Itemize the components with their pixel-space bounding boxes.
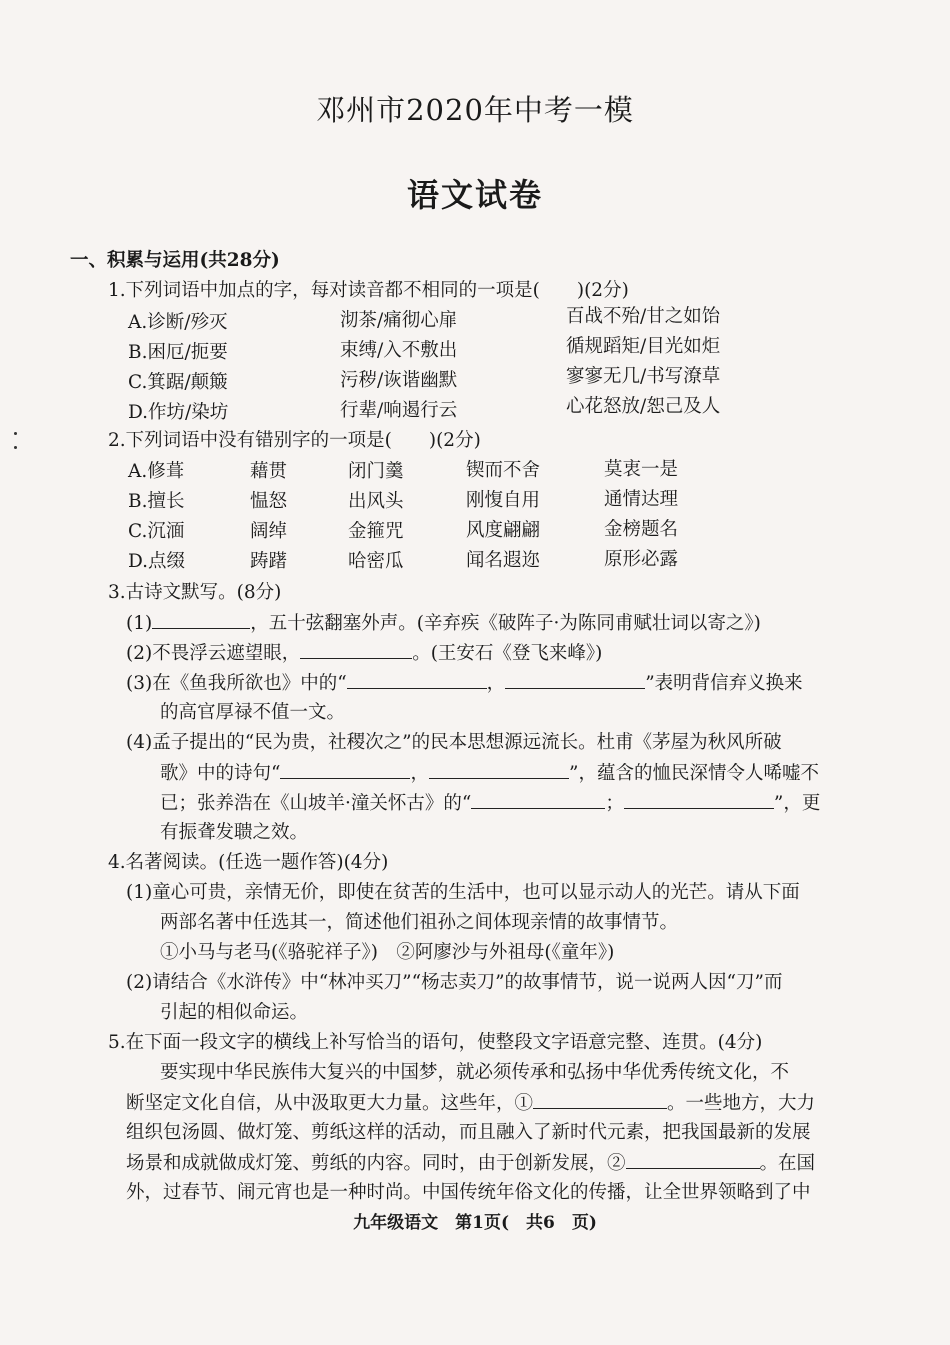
q1-option: 污秽/诙谐幽默	[340, 370, 458, 391]
q1-option: 行辈/响遏行云	[340, 400, 458, 421]
q2-option: 出风头	[348, 491, 404, 512]
q2-option: 金箍咒	[348, 521, 404, 542]
answer-blank[interactable]	[626, 1150, 760, 1169]
q5-paragraph-line4	[126, 1150, 815, 1177]
q3-item-2	[126, 640, 602, 667]
q2-option: 莫衷一是	[604, 459, 679, 480]
q2-option: 风度翩翩	[466, 520, 541, 541]
q2-option: 踌躇	[250, 551, 288, 572]
q3-item-2-text: 。(王安石《登飞来峰》)	[412, 643, 603, 664]
q1-option: 百战不殆/甘之如饴	[566, 306, 721, 327]
answer-blank[interactable]	[471, 790, 605, 809]
q3-item-3-sep: ，	[486, 673, 506, 694]
q3-item-4-sep: ，	[410, 763, 429, 784]
q3-item-3	[126, 670, 803, 697]
answer-blank[interactable]	[152, 610, 250, 629]
q5-line2-text: 。一些地方，大力	[667, 1093, 816, 1114]
q2-option: 哈密瓜	[348, 551, 404, 572]
q2-option: D.点缀	[128, 551, 186, 572]
q1-option: 循规蹈矩/目光如炬	[566, 336, 721, 357]
q1-option: 寥寥无几/书写潦草	[566, 366, 721, 387]
q3-item-4-text: ”，蕴含的恤民深情令人唏嘘不	[568, 763, 819, 784]
q1-stem: 1.下列词语中加点的字，每对读音都不相同的一项是( )(2分)	[108, 280, 629, 301]
q3-item-3-prefix: (3)在《鱼我所欲也》中的“	[126, 673, 347, 694]
q1-option: 沏茶/痛彻心扉	[340, 310, 458, 331]
q1-option: 心花怒放/恕己及人	[566, 396, 721, 417]
q4-item-1-line2: 两部名著中任选其一，简述他们祖孙之间体现亲情的故事情节。	[160, 912, 679, 933]
q2-option: 锲而不舍	[466, 460, 541, 481]
q5-paragraph-line5: 外，过春节、闹元宵也是一种时尚。中国传统年俗文化的传播，让全世界领略到了中	[126, 1182, 811, 1203]
exam-subtitle: 语文试卷	[406, 176, 543, 214]
q3-item-4-sep: ；	[605, 793, 624, 814]
q2-option: 闻名遐迩	[466, 550, 541, 571]
q4-item-1-options: ①小马与老马(《骆驼祥子》) ②阿廖沙与外祖母(《童年》)	[160, 942, 615, 963]
q2-option: 金榜题名	[604, 519, 679, 540]
scan-mark	[14, 446, 17, 449]
q2-option: A.修葺	[128, 461, 185, 482]
q5-paragraph-line1: 要实现中华民族伟大复兴的中国梦，就必须传承和弘扬中华优秀传统文化，不	[160, 1062, 790, 1083]
q5-line4-prefix: 场景和成就做成灯笼、剪纸的内容。同时，由于创新发展，②	[126, 1153, 626, 1174]
page-footer: 九年级语文 第1页( 共6 页)	[353, 1213, 597, 1233]
q1-option: A.诊断/殄灭	[128, 312, 228, 333]
q3-item-3-text: ”表明背信弃义换来	[645, 673, 803, 694]
answer-blank[interactable]	[505, 670, 645, 689]
q3-item-4-prefix: 已；张养浩在《山坡羊·潼关怀古》的“	[160, 793, 472, 814]
q3-item-4-text: ”，更	[773, 793, 821, 814]
q2-stem: 2.下列词语中没有错别字的一项是( )(2分)	[108, 430, 481, 451]
q1-option: D.作坊/染坊	[128, 402, 229, 423]
q2-option: 阔绰	[250, 521, 288, 542]
q2-option: 藉贯	[250, 461, 288, 482]
q2-option: 原形必露	[604, 549, 679, 570]
q4-item-2-line2: 引起的相似命运。	[160, 1002, 309, 1023]
q3-item-4-line1: (4)孟子提出的“民为贵，社稷次之”的民本思想源远流长。杜甫《茅屋为秋风所破	[126, 732, 782, 753]
q2-option: 刚愎自用	[466, 490, 541, 511]
q5-line4-text: 。在国	[759, 1153, 816, 1174]
q4-item-2-line1: (2)请结合《水浒传》中“林冲买刀”“杨志卖刀”的故事情节，说一说两人因“刀”而	[126, 972, 783, 993]
answer-blank[interactable]	[300, 640, 412, 659]
q5-line2-prefix: 断坚定文化自信，从中汲取更大力量。这些年，①	[126, 1093, 534, 1114]
scan-mark	[14, 432, 17, 435]
answer-blank[interactable]	[624, 790, 774, 809]
q1-option: B.困厄/扼要	[128, 342, 228, 363]
q5-paragraph-line2	[126, 1090, 815, 1117]
q2-option: C.沉湎	[128, 521, 185, 542]
q3-item-1-prefix: (1)	[126, 613, 153, 634]
q2-option: 闭门羹	[348, 461, 404, 482]
q3-item-1	[126, 610, 761, 637]
answer-blank[interactable]	[280, 760, 410, 779]
q1-option: C.箕踞/颠簸	[128, 372, 228, 393]
q5-paragraph-line3: 组织包汤圆、做灯笼、剪纸这样的活动，而且融入了新时代元素，把我国最新的发展	[126, 1122, 811, 1143]
q2-option: 愠怒	[250, 491, 288, 512]
q3-item-2-prefix: (2)不畏浮云遮望眼，	[126, 643, 301, 664]
q3-item-4-line2	[160, 760, 819, 787]
q5-stem: 5.在下面一段文字的横线上补写恰当的语句，使整段文字语意完整、连贯。(4分)	[108, 1032, 763, 1053]
q3-item-4-prefix: 歌》中的诗句“	[160, 763, 281, 784]
q3-item-1-text: ，五十弦翻塞外声。(辛弃疾《破阵子·为陈同甫赋壮词以寄之》)	[250, 613, 761, 634]
q3-item-4-line4: 有振聋发聩之效。	[160, 822, 309, 843]
answer-blank[interactable]	[429, 760, 569, 779]
section-heading: 一、积累与运用(共28分)	[70, 250, 280, 271]
q2-option: 通情达理	[604, 489, 679, 510]
exam-title: 邓州市2020年中考一模	[316, 93, 634, 127]
q2-option: B.擅长	[128, 491, 185, 512]
q3-stem: 3.古诗文默写。(8分)	[108, 582, 282, 603]
q4-stem: 4.名著阅读。(任选一题作答)(4分)	[108, 852, 389, 873]
q4-item-1-line1: (1)童心可贵，亲情无价，即使在贫苦的生活中，也可以显示动人的光芒。请从下面	[126, 882, 800, 903]
answer-blank[interactable]	[533, 1090, 667, 1109]
answer-blank[interactable]	[347, 670, 487, 689]
q3-item-4-line3	[160, 790, 820, 817]
q1-option: 束缚/入不敷出	[340, 340, 458, 361]
q3-item-3-line2: 的高官厚禄不值一文。	[160, 702, 346, 723]
